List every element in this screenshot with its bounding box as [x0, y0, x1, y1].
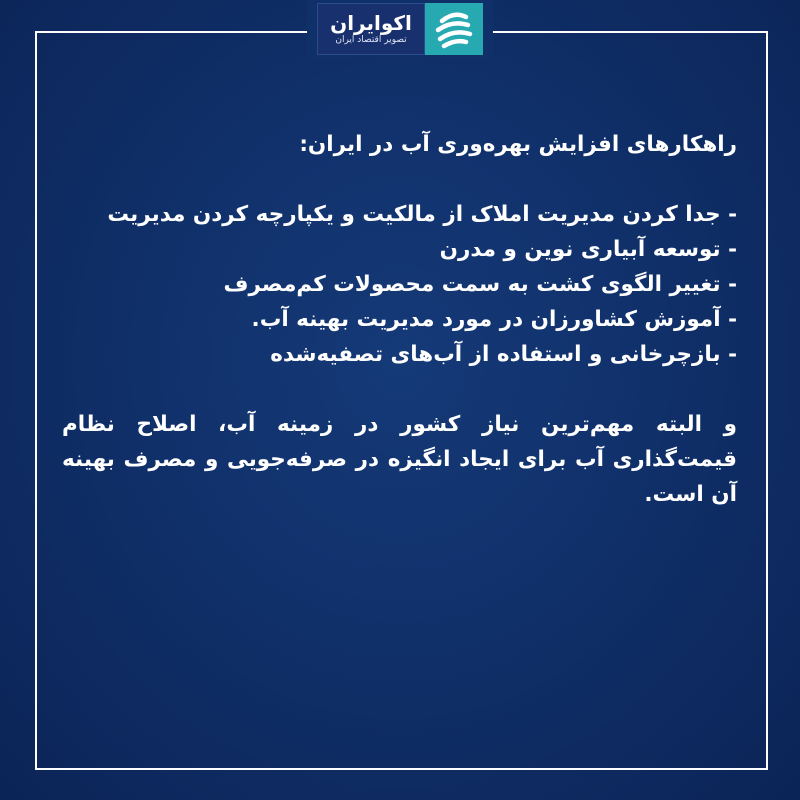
list-item: - تغییر الگوی کشت به سمت محصولات کم‌مصرف [223, 272, 737, 297]
solutions-list [62, 197, 737, 372]
brand-mark-icon [425, 3, 483, 55]
list-item: - بازچرخانی و استفاده از آب‌های تصفیه‌شده [270, 342, 737, 367]
article-closing: و البته مهم‌ترین نیاز کشور در زمینه آب، اصلاح نظام قیمت‌گذاری آب برای ایجاد انگیزه در صرفه‌جویی و مصرف بهینه آن است. [62, 412, 737, 507]
brand-wordmark [317, 3, 425, 55]
list-item: - توسعه آبیاری نوین و مدرن [439, 237, 737, 262]
brand-logo [307, 0, 493, 58]
article-body [62, 127, 737, 512]
list-item: - جدا کردن مدیریت املاک از مالکیت و یکپارچه کردن مدیریت [107, 202, 737, 227]
brand-name: اکوایران [330, 11, 412, 35]
article-heading: راهکارهای افزایش بهره‌وری آب در ایران: [299, 132, 737, 157]
list-item: - آموزش کشاورزان در مورد مدیریت بهینه آب. [251, 307, 737, 332]
brand-tagline: تصویر اقتصاد ایران [335, 35, 407, 45]
